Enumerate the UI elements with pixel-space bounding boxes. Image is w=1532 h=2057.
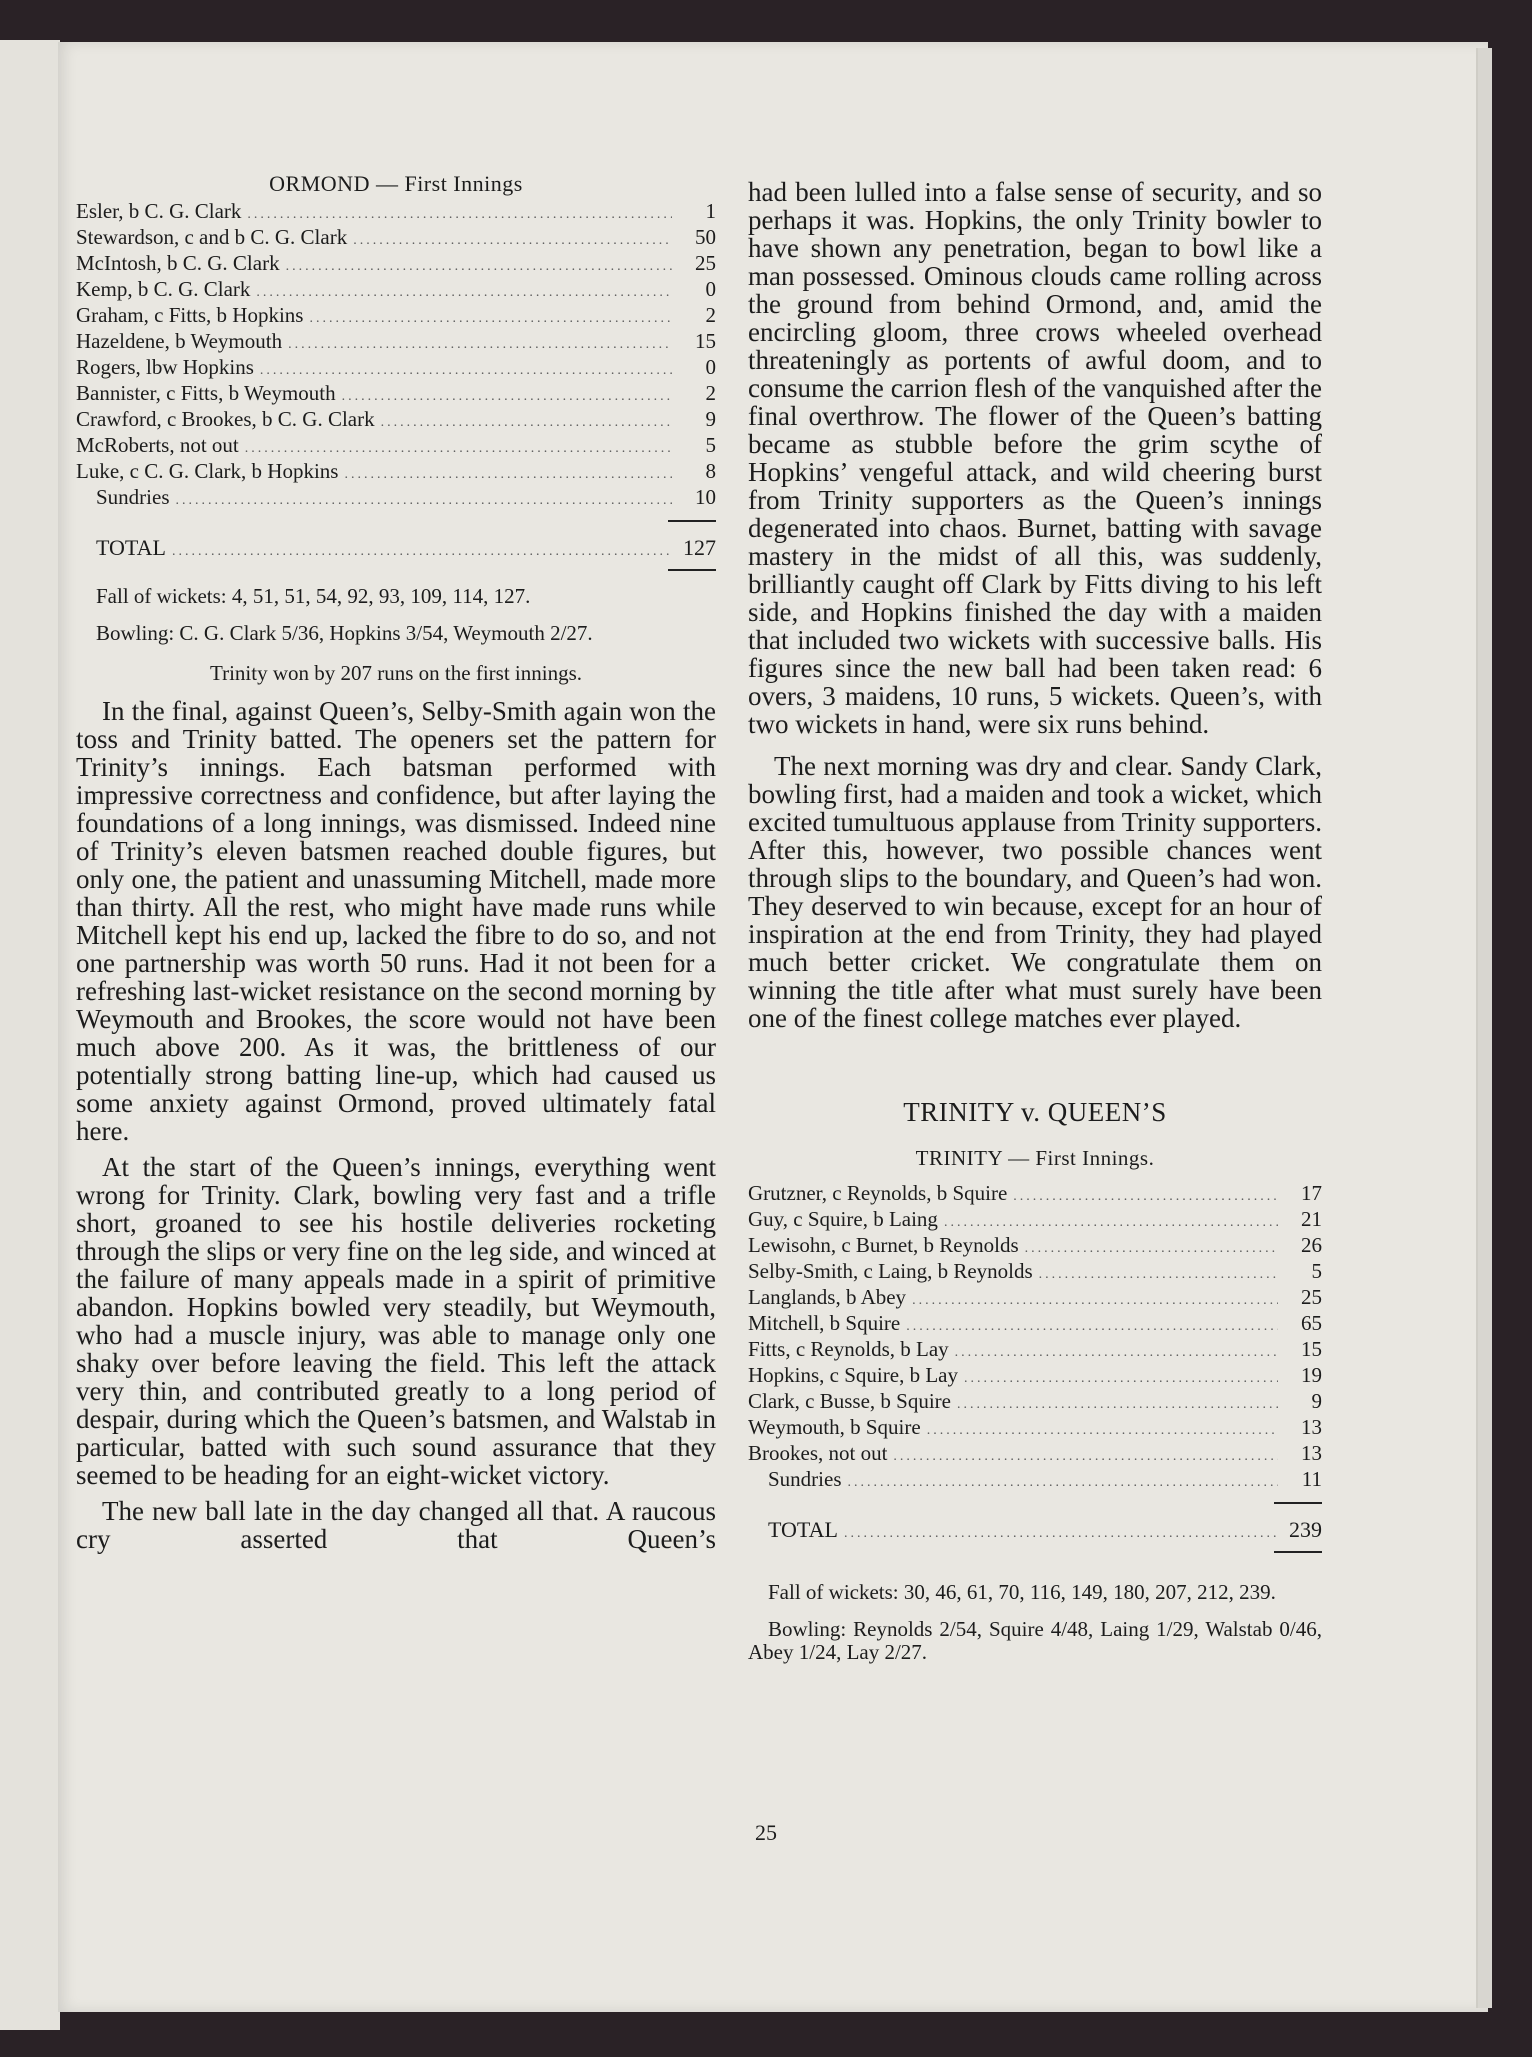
- paragraph: The new ball late in the day changed all that. A raucous cry asserted that Queen’s: [76, 1496, 716, 1554]
- batsman: Bannister, c Fitts, b Weymouth: [76, 381, 336, 405]
- total-runs: 239: [1289, 1517, 1322, 1542]
- runs: 13: [1301, 1441, 1322, 1465]
- sundries-label: Sundries: [96, 485, 170, 509]
- batting-row: [748, 1234, 1322, 1260]
- runs: 0: [705, 277, 716, 301]
- batting-row: [748, 1390, 1322, 1416]
- batting-row: [76, 278, 716, 304]
- total-rule: [668, 569, 716, 571]
- total-row: [748, 1518, 1322, 1545]
- runs: 17: [1301, 1181, 1322, 1205]
- batsman: Clark, c Busse, b Squire: [748, 1389, 951, 1413]
- batting-row: [76, 356, 716, 382]
- runs: 50: [695, 225, 716, 249]
- ormond-innings-title: ORMOND — First Innings: [269, 171, 523, 196]
- ormond-fall-of-wickets: Fall of wickets: 4, 51, 51, 54, 92, 93, 109, 114, 127.: [96, 584, 531, 608]
- trinity-fall-of-wickets: Fall of wickets: 30, 46, 61, 70, 116, 149, 180, 207, 212, 239.: [768, 1580, 1276, 1604]
- paragraph: In the final, against Queen’s, Selby-Smith again won the toss and Trinity batted. The openers set the pattern for Trinity’s innings. Each batsman performed with impressive correctness and confidence, but after laying the foundations of a long innings, was dismissed. Indeed nine of Trinity’s eleven batsmen reached double figures, but only one, the patient and unassuming Mitchell, made more than thirty. All the rest, who might have made runs while Mitchell kept his end up, lacked the fibre to do so, and not one partnership was worth 50 runs. Had it not been for a refreshing last-wicket resistance on the second morning by Weymouth and Brookes, the score would not have been much above 200. As it was, the brittleness of our potentially strong batting line-up, which had caused us some anxiety against Ormond, proved ultimately fatal here.: [76, 696, 716, 1146]
- total-rule: [1274, 1502, 1322, 1504]
- runs: 26: [1301, 1233, 1322, 1257]
- ormond-bowling: Bowling: C. G. Clark 5/36, Hopkins 3/54, Weymouth 2/27.: [96, 621, 593, 645]
- total-label: TOTAL: [768, 1517, 838, 1542]
- sundries-runs: 11: [1301, 1467, 1322, 1491]
- batting-row: [748, 1364, 1322, 1390]
- paragraph: The next morning was dry and clear. Sandy Clark, bowling first, had a maiden and took a wicket, which excited tumultuous applause from Trinity supporters. After this, however, two possible chances went through slips to the boundary, and Queen’s had won. They deserved to win because, except for an hour of inspiration at the end from Trinity, they had played much better cricket. We congratulate them on winning the title after what must surely have been one of the finest college matches ever played.: [748, 751, 1322, 1033]
- total-row: [76, 536, 716, 563]
- runs: 9: [1311, 1389, 1322, 1413]
- left-column: [76, 170, 716, 1561]
- batsman: Stewardson, c and b C. G. Clark: [76, 225, 348, 249]
- runs: 8: [705, 459, 716, 483]
- batting-row: [76, 200, 716, 226]
- runs: 25: [1301, 1285, 1322, 1309]
- batting-row: [76, 460, 716, 486]
- batting-row: [748, 1286, 1322, 1312]
- right-column: [748, 178, 1322, 1664]
- batsman: Hopkins, c Squire, b Lay: [748, 1363, 958, 1387]
- ormond-scorecard: [76, 200, 716, 571]
- batsman: Mitchell, b Squire: [748, 1311, 901, 1335]
- total-rule: [1274, 1551, 1322, 1553]
- batting-row: [76, 382, 716, 408]
- batsman: Luke, c C. G. Clark, b Hopkins: [76, 459, 339, 483]
- facing-page-edge: [0, 40, 60, 2030]
- runs: 9: [705, 407, 716, 431]
- batsman: Guy, c Squire, b Laing: [748, 1207, 938, 1231]
- batsman: Rogers, lbw Hopkins: [76, 355, 254, 379]
- runs: 19: [1301, 1363, 1322, 1387]
- batsman: Hazeldene, b Weymouth: [76, 329, 283, 353]
- batting-row: [76, 434, 716, 460]
- runs: 5: [705, 433, 716, 457]
- total-label: TOTAL: [96, 535, 166, 560]
- batting-row: [76, 408, 716, 434]
- batsman: Brookes, not out: [748, 1441, 888, 1465]
- batting-row: [76, 252, 716, 278]
- sundries-row: [76, 486, 716, 512]
- batsman: Selby-Smith, c Laing, b Reynolds: [748, 1259, 1033, 1283]
- runs: 25: [695, 251, 716, 275]
- batsman: McRoberts, not out: [76, 433, 239, 457]
- paragraph: At the start of the Queen’s innings, everything went wrong for Trinity. Clark, bowling very fast and a trifle short, groaned to see his hostile deliveries rocketing through the slips or very fine on the leg side, and winced at the failure of many appeals made in a spirit of primitive abandon. Hopkins bowled very steadily, but Weymouth, who had a muscle injury, was able to manage only one shaky over before leaving the field. This left the attack very thin, and contributed greatly to a long period of despair, during which the Queen’s batsmen, and Walstab in particular, batted with such sound assurance that they seemed to be heading for an eight-wicket victory.: [76, 1152, 716, 1490]
- batsman: Esler, b C. G. Clark: [76, 199, 242, 223]
- batsman: Kemp, b C. G. Clark: [76, 277, 251, 301]
- batsman: Fitts, c Reynolds, b Lay: [748, 1337, 949, 1361]
- batsman: Graham, c Fitts, b Hopkins: [76, 303, 304, 327]
- trinity-scorecard: [748, 1182, 1322, 1553]
- batting-row: [748, 1416, 1322, 1442]
- batting-row: [748, 1208, 1322, 1234]
- runs: 15: [1301, 1337, 1322, 1361]
- ormond-match-result: Trinity won by 207 runs on the first innings.: [210, 661, 582, 685]
- batting-row: [748, 1182, 1322, 1208]
- trinity-innings-title: TRINITY — First Innings.: [915, 1146, 1155, 1170]
- runs: 1: [705, 199, 716, 223]
- trinity-bowling: Bowling: Reynolds 2/54, Squire 4/48, Laing 1/29, Walstab 0/46, Abey 1/24, Lay 2/27.: [748, 1617, 1322, 1664]
- runs: 21: [1301, 1207, 1322, 1231]
- batsman: Weymouth, b Squire: [748, 1415, 921, 1439]
- batting-row: [748, 1442, 1322, 1468]
- runs: 2: [705, 303, 716, 327]
- paragraph: had been lulled into a false sense of security, and so perhaps it was. Hopkins, the only Trinity bowler to have shown any penetration, began to bowl like a man possessed. Ominous clouds came rolling across the ground from behind Ormond, and, amid the encircling gloom, three crows wheeled overhead threateningly as portents of awful doom, and to consume the carrion flesh of the vanquished after the final overthrow. The flower of the Queen’s batting became as stubble before the grim scythe of Hopkins’ vengeful attack, and wild cheering burst from Trinity supporters as the Queen’s innings degenerated into chaos. Burnet, batting with savage mastery in the midst of all this, was suddenly, brilliantly caught off Clark by Fitts diving to his left side, and Hopkins finished the day with a maiden that included two wickets with successive balls. His figures since the new ball had been taken read: 6 overs, 3 maidens, 10 runs, 5 wickets. Queen’s, with two wickets in hand, were six runs behind.: [748, 177, 1322, 739]
- runs: 13: [1301, 1415, 1322, 1439]
- sundries-row: [748, 1468, 1322, 1494]
- batsman: Grutzner, c Reynolds, b Squire: [748, 1181, 1008, 1205]
- batting-row: [76, 330, 716, 356]
- runs: 2: [705, 381, 716, 405]
- batsman: Langlands, b Abey: [748, 1285, 907, 1309]
- total-runs: 127: [683, 535, 716, 560]
- runs: 65: [1301, 1311, 1322, 1335]
- batting-row: [76, 304, 716, 330]
- runs: 0: [705, 355, 716, 379]
- page-number: 25: [755, 1820, 777, 1845]
- batting-row: [748, 1260, 1322, 1286]
- batsman: Lewisohn, c Burnet, b Reynolds: [748, 1233, 1019, 1257]
- page-stack-edge: [1476, 48, 1492, 2008]
- sundries-label: Sundries: [768, 1467, 842, 1491]
- batting-row: [748, 1338, 1322, 1364]
- batsman: McIntosh, b C. G. Clark: [76, 251, 280, 275]
- runs: 15: [695, 329, 716, 353]
- match-heading: TRINITY v. QUEEN’S: [903, 1097, 1167, 1127]
- runs: 5: [1311, 1259, 1322, 1283]
- batting-row: [76, 226, 716, 252]
- batsman: Crawford, c Brookes, b C. G. Clark: [76, 407, 375, 431]
- total-rule: [668, 520, 716, 522]
- batting-row: [748, 1312, 1322, 1338]
- sundries-runs: 10: [695, 485, 716, 509]
